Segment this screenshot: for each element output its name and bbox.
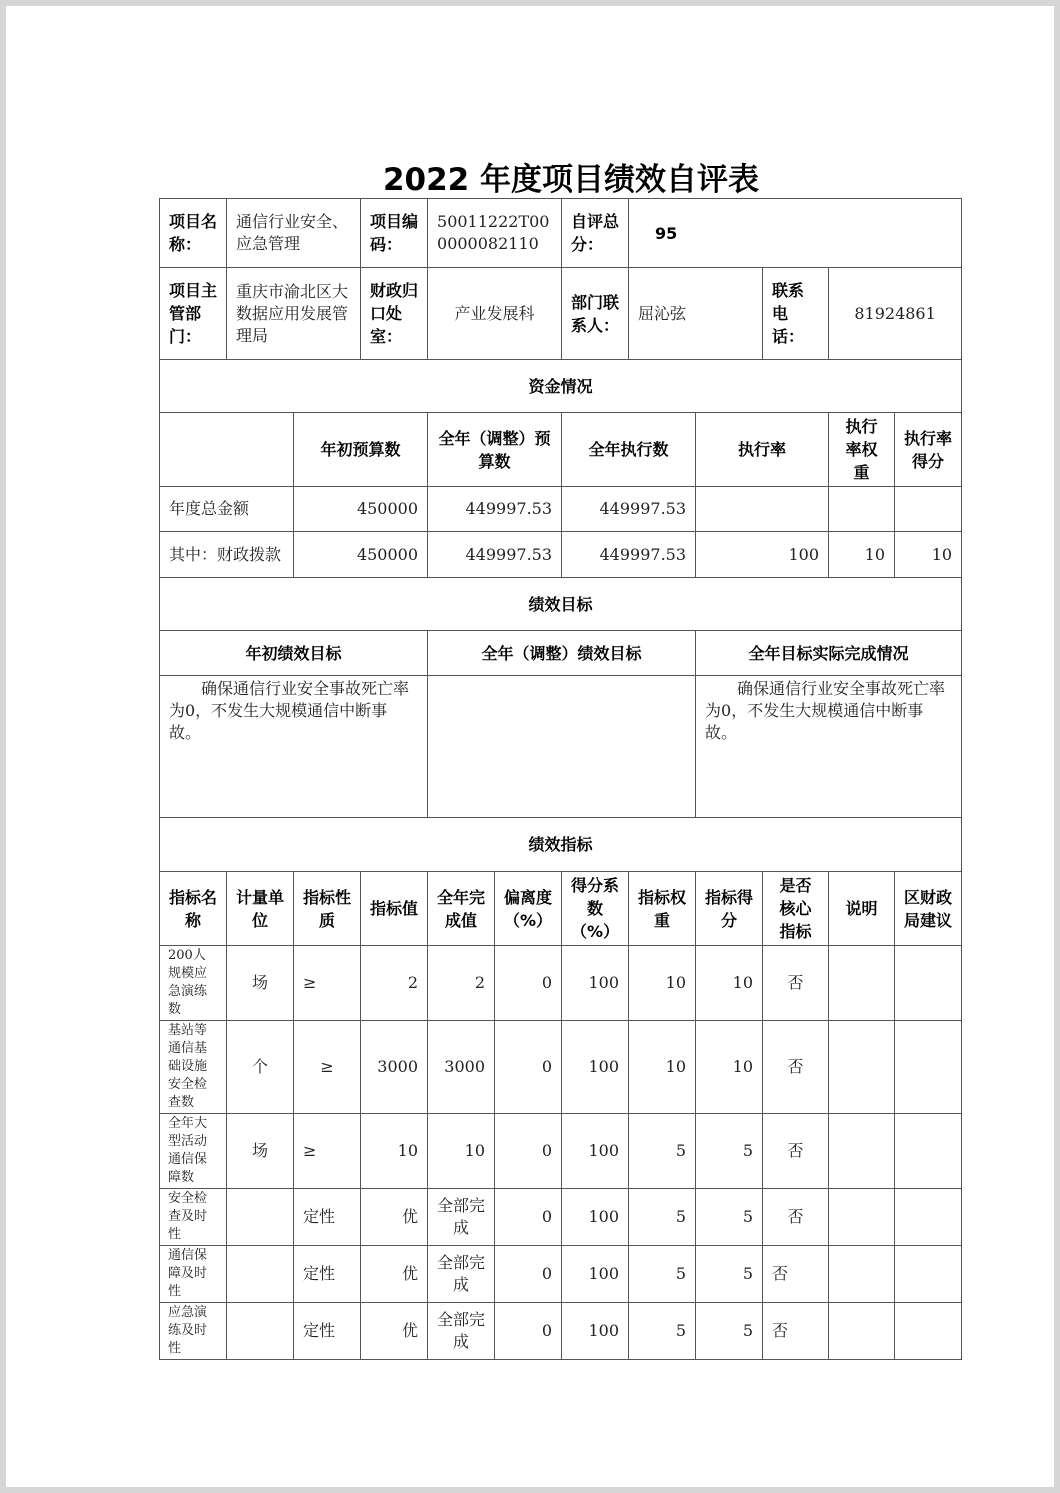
indicator-nature: ≥ [294, 1021, 361, 1114]
indicator-coefficient: 100 [562, 1021, 629, 1114]
project-code-label: 项目编码： [361, 199, 428, 268]
funds-executed-value: 449997.53 [562, 532, 696, 578]
indicator-weight: 10 [629, 1021, 696, 1114]
indicator-note [829, 1114, 895, 1189]
indicator-header: 指标权重 [629, 872, 696, 946]
funds-header-row [160, 413, 962, 487]
indicator-note [829, 1189, 895, 1246]
funds-row [160, 487, 962, 532]
indicator-row [160, 946, 962, 1021]
goals-header-adjusted: 全年（调整）绩效目标 [428, 631, 696, 676]
indicator-advice [895, 946, 962, 1021]
indicator-unit [227, 1189, 294, 1246]
dept-value: 重庆市渝北区大数据应用发展管理局 [227, 268, 361, 360]
indicator-header: 指标得分 [696, 872, 763, 946]
contact-label: 部门联系人： [562, 268, 629, 360]
indicator-unit: 场 [227, 946, 294, 1021]
indicator-header: 计量单位 [227, 872, 294, 946]
funds-header-adjusted: 全年（调整）预算数 [428, 413, 562, 487]
funds-section-title: 资金情况 [160, 360, 962, 413]
indicator-weight: 10 [629, 946, 696, 1021]
indicator-coefficient: 100 [562, 946, 629, 1021]
indicator-done: 全部完成 [428, 1189, 495, 1246]
indicator-name: 200人规模应急演练数 [160, 946, 227, 1021]
indicator-deviation: 0 [495, 1303, 562, 1360]
indicator-core: 否 [763, 1189, 829, 1246]
indicator-header: 得分系数（%） [562, 872, 629, 946]
indicator-deviation: 0 [495, 1021, 562, 1114]
indicator-advice [895, 1189, 962, 1246]
indicator-name: 安全检查及时性 [160, 1189, 227, 1246]
indicator-score: 5 [696, 1303, 763, 1360]
indicator-weight: 5 [629, 1114, 696, 1189]
indicators-section-title: 绩效指标 [160, 818, 962, 872]
funds-header-executed: 全年执行数 [562, 413, 696, 487]
indicator-score: 5 [696, 1246, 763, 1303]
indicator-score: 10 [696, 1021, 763, 1114]
indicator-score: 5 [696, 1114, 763, 1189]
indicator-unit: 个 [227, 1021, 294, 1114]
project-name-value: 通信行业安全、应急管理 [227, 199, 361, 268]
indicator-core: 否 [763, 1246, 829, 1303]
indicator-note [829, 1021, 895, 1114]
indicator-header: 说明 [829, 872, 895, 946]
indicator-done: 全部完成 [428, 1303, 495, 1360]
indicator-row [160, 1303, 962, 1360]
funds-executed-value: 449997.53 [562, 487, 696, 532]
indicator-row [160, 1246, 962, 1303]
page-title: 2022 年度项目绩效自评表 [382, 162, 760, 198]
indicator-value: 2 [361, 946, 428, 1021]
funds-header-blank [160, 413, 294, 487]
goals-header-row [160, 631, 962, 676]
funds-rate-value: 100 [696, 532, 829, 578]
indicator-nature: 定性 [294, 1246, 361, 1303]
indicator-deviation: 0 [495, 1114, 562, 1189]
goals-adjusted-text [428, 676, 696, 818]
funds-adjusted-value: 449997.53 [428, 487, 562, 532]
indicator-header: 区财政局建议 [895, 872, 962, 946]
indicator-unit: 场 [227, 1114, 294, 1189]
indicator-core: 否 [763, 1303, 829, 1360]
indicator-core: 否 [763, 1021, 829, 1114]
indicator-nature: 定性 [294, 1189, 361, 1246]
indicator-note [829, 1303, 895, 1360]
indicator-coefficient: 100 [562, 1189, 629, 1246]
indicator-name: 全年大型活动通信保障数 [160, 1114, 227, 1189]
goals-actual-text: 确保通信行业安全事故死亡率为0，不发生大规模通信中断事故。 [696, 676, 962, 818]
self-score-value: 95 [629, 199, 962, 268]
indicator-row [160, 1189, 962, 1246]
indicator-done: 10 [428, 1114, 495, 1189]
dept-label: 项目主管部门： [160, 268, 227, 360]
indicator-weight: 5 [629, 1246, 696, 1303]
funds-row [160, 532, 962, 578]
indicator-unit [227, 1303, 294, 1360]
indicator-deviation: 0 [495, 946, 562, 1021]
indicator-score: 10 [696, 946, 763, 1021]
indicator-advice [895, 1303, 962, 1360]
goals-content-row [160, 676, 962, 818]
funds-score-value [895, 487, 962, 532]
indicator-name: 应急演练及时性 [160, 1303, 227, 1360]
indicator-deviation: 0 [495, 1246, 562, 1303]
indicator-advice [895, 1021, 962, 1114]
funds-adjusted-value: 449997.53 [428, 532, 562, 578]
indicator-value: 优 [361, 1303, 428, 1360]
info-row-1 [160, 199, 962, 268]
indicator-note [829, 946, 895, 1021]
indicator-deviation: 0 [495, 1189, 562, 1246]
indicator-header: 是否核心指标 [763, 872, 829, 946]
indicator-nature: 定性 [294, 1303, 361, 1360]
funds-row-label: 年度总金额 [160, 487, 294, 532]
indicator-done: 2 [428, 946, 495, 1021]
indicator-note [829, 1246, 895, 1303]
indicator-row [160, 1114, 962, 1189]
indicator-coefficient: 100 [562, 1114, 629, 1189]
finance-office-value: 产业发展科 [428, 268, 562, 360]
project-name-label: 项目名称： [160, 199, 227, 268]
indicator-coefficient: 100 [562, 1246, 629, 1303]
indicator-value: 3000 [361, 1021, 428, 1114]
indicator-row [160, 1021, 962, 1114]
indicator-advice [895, 1246, 962, 1303]
contact-value: 屈沁弦 [629, 268, 763, 360]
indicator-header: 指标值 [361, 872, 428, 946]
indicator-core: 否 [763, 946, 829, 1021]
indicator-header: 全年完成值 [428, 872, 495, 946]
self-score-label: 自评总分： [562, 199, 629, 268]
self-evaluation-table [159, 198, 962, 1360]
indicator-header: 偏离度（%） [495, 872, 562, 946]
phone-value: 81924861 [829, 268, 962, 360]
indicator-nature: ≥ [294, 946, 361, 1021]
indicator-coefficient: 100 [562, 1303, 629, 1360]
funds-weight-value: 10 [829, 532, 895, 578]
funds-row-label: 其中：财政拨款 [160, 532, 294, 578]
indicator-advice [895, 1114, 962, 1189]
indicator-done: 全部完成 [428, 1246, 495, 1303]
goals-header-initial: 年初绩效目标 [160, 631, 428, 676]
info-row-2 [160, 268, 962, 360]
funds-weight-value [829, 487, 895, 532]
funds-initial-value: 450000 [294, 487, 428, 532]
goals-initial-text: 确保通信行业安全事故死亡率为0，不发生大规模通信中断事故。 [160, 676, 428, 818]
indicators-header-row [160, 872, 962, 946]
goals-section-title: 绩效目标 [160, 578, 962, 631]
funds-rate-value [696, 487, 829, 532]
indicator-weight: 5 [629, 1189, 696, 1246]
indicator-done: 3000 [428, 1021, 495, 1114]
funds-header-weight: 执行率权重 [829, 413, 895, 487]
indicator-nature: ≥ [294, 1114, 361, 1189]
phone-label: 联系电话： [763, 268, 829, 360]
indicator-name: 通信保障及时性 [160, 1246, 227, 1303]
indicator-unit [227, 1246, 294, 1303]
indicator-weight: 5 [629, 1303, 696, 1360]
indicator-name: 基站等通信基础设施安全检查数 [160, 1021, 227, 1114]
funds-initial-value: 450000 [294, 532, 428, 578]
indicator-value: 优 [361, 1246, 428, 1303]
project-code-value: 50011222T000000082110 [428, 199, 562, 268]
funds-header-rate: 执行率 [696, 413, 829, 487]
indicator-score: 5 [696, 1189, 763, 1246]
funds-header-score: 执行率得分 [895, 413, 962, 487]
goals-header-actual: 全年目标实际完成情况 [696, 631, 962, 676]
indicator-value: 优 [361, 1189, 428, 1246]
funds-header-initial: 年初预算数 [294, 413, 428, 487]
indicator-header: 指标名称 [160, 872, 227, 946]
finance-office-label: 财政归口处室： [361, 268, 428, 360]
funds-score-value: 10 [895, 532, 962, 578]
indicator-header: 指标性质 [294, 872, 361, 946]
indicator-core: 否 [763, 1114, 829, 1189]
indicator-value: 10 [361, 1114, 428, 1189]
